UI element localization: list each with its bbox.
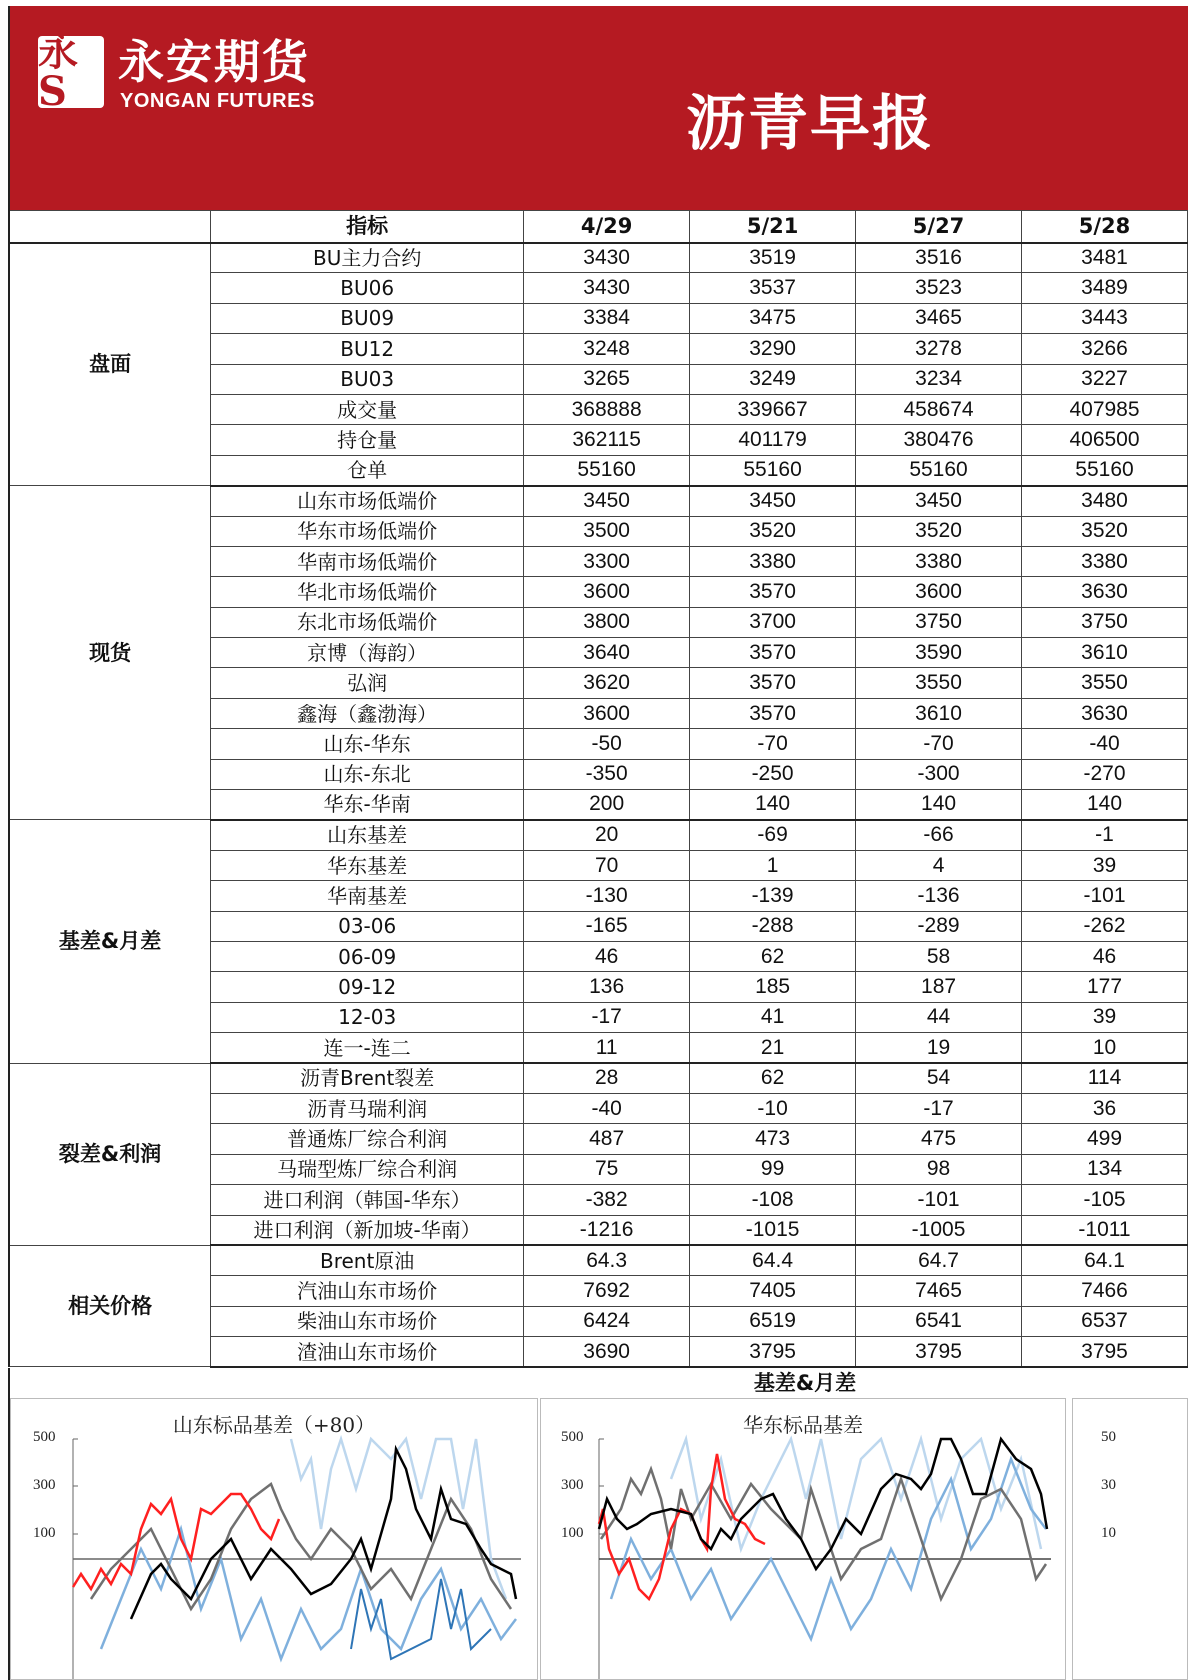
value-cell: 64.4 — [690, 1245, 856, 1275]
y-tick-label: 300 — [561, 1477, 584, 1493]
value-cell: 3450 — [690, 486, 856, 516]
value-cell: 362115 — [524, 425, 690, 455]
value-cell: 3290 — [690, 334, 856, 364]
value-cell: -17 — [524, 1002, 690, 1032]
value-cell: 140 — [690, 790, 856, 820]
value-cell: 3450 — [524, 486, 690, 516]
value-cell: 3800 — [524, 607, 690, 637]
value-cell: 3610 — [1022, 638, 1188, 668]
value-cell: 3700 — [690, 607, 856, 637]
value-cell: 114 — [1022, 1063, 1188, 1093]
value-cell: 407985 — [1022, 394, 1188, 424]
brand-name-cn: 永安期货 — [118, 35, 310, 89]
y-tick-label: 30 — [1101, 1477, 1116, 1493]
value-cell: 3430 — [524, 273, 690, 303]
value-cell: 187 — [856, 972, 1022, 1002]
value-cell: -288 — [690, 911, 856, 941]
value-cell: 41 — [690, 1002, 856, 1032]
charts-section-title: 基差&月差 — [753, 1371, 857, 1395]
table-header-row — [9, 211, 1188, 243]
indicator-label: 山东基差 — [211, 820, 524, 850]
value-cell: 3795 — [856, 1337, 1022, 1367]
value-cell: 11 — [524, 1033, 690, 1063]
value-cell: 3640 — [524, 638, 690, 668]
chart-plot-area — [11, 1399, 538, 1680]
value-cell: 3690 — [524, 1337, 690, 1367]
value-cell: 62 — [690, 941, 856, 971]
value-cell: 3600 — [524, 698, 690, 728]
indicator-label: 华北市场低端价 — [211, 577, 524, 607]
value-cell: 7692 — [524, 1276, 690, 1306]
value-cell: 3278 — [856, 334, 1022, 364]
indicator-label: 山东市场低端价 — [211, 486, 524, 516]
value-cell: 6519 — [690, 1306, 856, 1336]
indicator-label: 成交量 — [211, 394, 524, 424]
indicator-label: 京博（海韵） — [211, 638, 524, 668]
value-cell: -262 — [1022, 911, 1188, 941]
table-row — [9, 486, 1188, 516]
y-tick-label: 50 — [1101, 1429, 1116, 1445]
value-cell: 7466 — [1022, 1276, 1188, 1306]
value-cell: -70 — [856, 729, 1022, 759]
value-cell: -50 — [524, 729, 690, 759]
value-cell: 3489 — [1022, 273, 1188, 303]
indicator-label: 山东-华东 — [211, 729, 524, 759]
y-tick-label: 300 — [33, 1477, 56, 1493]
indicator-label: 连一-连二 — [211, 1033, 524, 1063]
group-label: 现货 — [9, 486, 211, 820]
value-cell: 6424 — [524, 1306, 690, 1336]
value-cell: 406500 — [1022, 425, 1188, 455]
value-cell: -40 — [524, 1093, 690, 1123]
value-cell: 55160 — [856, 455, 1022, 485]
indicator-label: 03-06 — [211, 911, 524, 941]
value-cell: 3248 — [524, 334, 690, 364]
value-cell: 3523 — [856, 273, 1022, 303]
indicator-label: 东北市场低端价 — [211, 607, 524, 637]
y-tick-label: 100 — [561, 1525, 584, 1541]
value-cell: -270 — [1022, 759, 1188, 789]
value-cell: 3520 — [1022, 516, 1188, 546]
value-cell: 3520 — [690, 516, 856, 546]
table-row — [9, 1063, 1188, 1093]
column-header-date: 5/28 — [1022, 211, 1188, 243]
indicator-label: 普通炼厂综合利润 — [211, 1124, 524, 1154]
value-cell: -101 — [1022, 881, 1188, 911]
value-cell: 3570 — [690, 698, 856, 728]
value-cell: -1216 — [524, 1215, 690, 1245]
y-tick-label: 10 — [1101, 1525, 1116, 1541]
value-cell: 3380 — [1022, 546, 1188, 576]
value-cell: -108 — [690, 1185, 856, 1215]
value-cell: 20 — [524, 820, 690, 850]
group-label: 相关价格 — [9, 1245, 211, 1367]
value-cell: -350 — [524, 759, 690, 789]
indicator-label: 沥青马瑞利润 — [211, 1093, 524, 1123]
value-cell: 380476 — [856, 425, 1022, 455]
indicator-label: Brent原油 — [211, 1245, 524, 1275]
value-cell: 98 — [856, 1154, 1022, 1184]
value-cell: 75 — [524, 1154, 690, 1184]
chart-plot-area — [541, 1399, 1066, 1680]
value-cell: -1005 — [856, 1215, 1022, 1245]
group-label: 裂差&利润 — [9, 1063, 211, 1245]
column-header-date: 4/29 — [524, 211, 690, 243]
chart-huadong-basis — [540, 1398, 1066, 1680]
indicator-label: 弘润 — [211, 668, 524, 698]
value-cell: -10 — [690, 1093, 856, 1123]
value-cell: 62 — [690, 1063, 856, 1093]
value-cell: -136 — [856, 881, 1022, 911]
value-cell: 499 — [1022, 1124, 1188, 1154]
chart-third-cropped — [1072, 1398, 1188, 1680]
yongan-logo-icon — [38, 28, 104, 115]
value-cell: 28 — [524, 1063, 690, 1093]
value-cell: -66 — [856, 820, 1022, 850]
column-header-date: 5/21 — [690, 211, 856, 243]
value-cell: -101 — [856, 1185, 1022, 1215]
column-header-indicator: 指标 — [211, 211, 524, 243]
value-cell: 401179 — [690, 425, 856, 455]
indicator-label: 09-12 — [211, 972, 524, 1002]
table-row — [9, 243, 1188, 273]
value-cell: 4 — [856, 850, 1022, 880]
indicator-label: 马瑞型炼厂综合利润 — [211, 1154, 524, 1184]
value-cell: 3480 — [1022, 486, 1188, 516]
table-row — [9, 820, 1188, 850]
value-cell: 3750 — [1022, 607, 1188, 637]
value-cell: 44 — [856, 1002, 1022, 1032]
value-cell: 3481 — [1022, 243, 1188, 273]
y-tick-label: 100 — [33, 1525, 56, 1541]
value-cell: -40 — [1022, 729, 1188, 759]
value-cell: 487 — [524, 1124, 690, 1154]
value-cell: 3550 — [856, 668, 1022, 698]
value-cell: 3630 — [1022, 577, 1188, 607]
indicator-label: 渣油山东市场价 — [211, 1337, 524, 1367]
value-cell: 70 — [524, 850, 690, 880]
indicator-label: 华南市场低端价 — [211, 546, 524, 576]
value-cell: 3380 — [690, 546, 856, 576]
value-cell: 3520 — [856, 516, 1022, 546]
value-cell: 3380 — [856, 546, 1022, 576]
indicator-label: 持仓量 — [211, 425, 524, 455]
value-cell: 19 — [856, 1033, 1022, 1063]
value-cell: 3430 — [524, 243, 690, 273]
indicator-label: 12-03 — [211, 1002, 524, 1032]
value-cell: 136 — [524, 972, 690, 1002]
value-cell: 3610 — [856, 698, 1022, 728]
value-cell: 64.7 — [856, 1245, 1022, 1275]
value-cell: 3570 — [690, 668, 856, 698]
indicator-label: 华东基差 — [211, 850, 524, 880]
indicator-label: 仓单 — [211, 455, 524, 485]
value-cell: 39 — [1022, 1002, 1188, 1032]
value-cell: 3384 — [524, 303, 690, 333]
value-cell: 3516 — [856, 243, 1022, 273]
value-cell: 3443 — [1022, 303, 1188, 333]
value-cell: 46 — [524, 941, 690, 971]
value-cell: 458674 — [856, 394, 1022, 424]
report-header — [8, 6, 1188, 210]
value-cell: 3227 — [1022, 364, 1188, 394]
indicator-label: 沥青Brent裂差 — [211, 1063, 524, 1093]
value-cell: -300 — [856, 759, 1022, 789]
value-cell: -130 — [524, 881, 690, 911]
indicator-label: 进口利润（新加坡-华南） — [211, 1215, 524, 1245]
value-cell: -17 — [856, 1093, 1022, 1123]
group-label: 盘面 — [9, 243, 211, 486]
value-cell: 7465 — [856, 1276, 1022, 1306]
indicator-label: 柴油山东市场价 — [211, 1306, 524, 1336]
value-cell: -382 — [524, 1185, 690, 1215]
value-cell: 3266 — [1022, 334, 1188, 364]
value-cell: 3600 — [524, 577, 690, 607]
value-cell: 3465 — [856, 303, 1022, 333]
value-cell: 7405 — [690, 1276, 856, 1306]
value-cell: 55160 — [690, 455, 856, 485]
indicator-label: BU06 — [211, 273, 524, 303]
value-cell: -1 — [1022, 820, 1188, 850]
value-cell: 185 — [690, 972, 856, 1002]
column-header-date: 5/27 — [856, 211, 1022, 243]
value-cell: 3537 — [690, 273, 856, 303]
y-tick-label: 500 — [561, 1429, 584, 1445]
value-cell: 6541 — [856, 1306, 1022, 1336]
value-cell: 99 — [690, 1154, 856, 1184]
indicator-label: 华东市场低端价 — [211, 516, 524, 546]
value-cell: -165 — [524, 911, 690, 941]
value-cell: 3570 — [690, 577, 856, 607]
value-cell: -69 — [690, 820, 856, 850]
value-cell: -139 — [690, 881, 856, 911]
indicator-label: BU09 — [211, 303, 524, 333]
value-cell: -105 — [1022, 1185, 1188, 1215]
table-row — [9, 1245, 1188, 1275]
value-cell: 46 — [1022, 941, 1188, 971]
value-cell: 10 — [1022, 1033, 1188, 1063]
value-cell: 3234 — [856, 364, 1022, 394]
report-title: 沥青早报 — [686, 89, 934, 159]
logo-glyph: 永S — [38, 28, 78, 115]
indicator-label: 华东-华南 — [211, 790, 524, 820]
group-label: 基差&月差 — [9, 820, 211, 1063]
brand-name-en: YONGAN FUTURES — [120, 90, 315, 112]
y-tick-label: 500 — [33, 1429, 56, 1445]
value-cell: 3750 — [856, 607, 1022, 637]
value-cell: 3550 — [1022, 668, 1188, 698]
value-cell: 64.3 — [524, 1245, 690, 1275]
value-cell: 3590 — [856, 638, 1022, 668]
value-cell: 140 — [856, 790, 1022, 820]
value-cell: 3249 — [690, 364, 856, 394]
indicator-label: 山东-东北 — [211, 759, 524, 789]
value-cell: 3600 — [856, 577, 1022, 607]
value-cell: 368888 — [524, 394, 690, 424]
value-cell: 1 — [690, 850, 856, 880]
value-cell: 3795 — [1022, 1337, 1188, 1367]
indicator-label: 汽油山东市场价 — [211, 1276, 524, 1306]
chart-title: 华东标品基差 — [743, 1413, 863, 1437]
value-cell: 339667 — [690, 394, 856, 424]
value-cell: 55160 — [524, 455, 690, 485]
value-cell: 3475 — [690, 303, 856, 333]
indicator-table-wrap — [8, 210, 1188, 1368]
value-cell: 36 — [1022, 1093, 1188, 1123]
value-cell: 64.1 — [1022, 1245, 1188, 1275]
indicator-label: 鑫海（鑫渤海） — [211, 698, 524, 728]
value-cell: 3570 — [690, 638, 856, 668]
value-cell: 3620 — [524, 668, 690, 698]
indicator-label: 华南基差 — [211, 881, 524, 911]
indicator-label: BU12 — [211, 334, 524, 364]
value-cell: 21 — [690, 1033, 856, 1063]
value-cell: 39 — [1022, 850, 1188, 880]
indicator-label: 06-09 — [211, 941, 524, 971]
header-corner-cell — [9, 211, 211, 243]
value-cell: 134 — [1022, 1154, 1188, 1184]
value-cell: -250 — [690, 759, 856, 789]
value-cell: 200 — [524, 790, 690, 820]
value-cell: 3630 — [1022, 698, 1188, 728]
value-cell: 58 — [856, 941, 1022, 971]
value-cell: 3500 — [524, 516, 690, 546]
value-cell: -1015 — [690, 1215, 856, 1245]
indicator-label: BU主力合约 — [211, 243, 524, 273]
indicator-label: 进口利润（韩国-华东） — [211, 1185, 524, 1215]
value-cell: 3795 — [690, 1337, 856, 1367]
chart-title: 山东标品基差（+80） — [172, 1413, 376, 1437]
indicator-label: BU03 — [211, 364, 524, 394]
table-body — [9, 243, 1188, 1367]
value-cell: 3519 — [690, 243, 856, 273]
value-cell: -289 — [856, 911, 1022, 941]
value-cell: -1011 — [1022, 1215, 1188, 1245]
value-cell: 177 — [1022, 972, 1188, 1002]
indicator-table — [8, 210, 1188, 1368]
value-cell: 140 — [1022, 790, 1188, 820]
value-cell: 3300 — [524, 546, 690, 576]
value-cell: 6537 — [1022, 1306, 1188, 1336]
chart-shandong-basis — [10, 1398, 538, 1680]
value-cell: -70 — [690, 729, 856, 759]
value-cell: 475 — [856, 1124, 1022, 1154]
value-cell: 473 — [690, 1124, 856, 1154]
value-cell: 54 — [856, 1063, 1022, 1093]
value-cell: 55160 — [1022, 455, 1188, 485]
value-cell: 3450 — [856, 486, 1022, 516]
value-cell: 3265 — [524, 364, 690, 394]
